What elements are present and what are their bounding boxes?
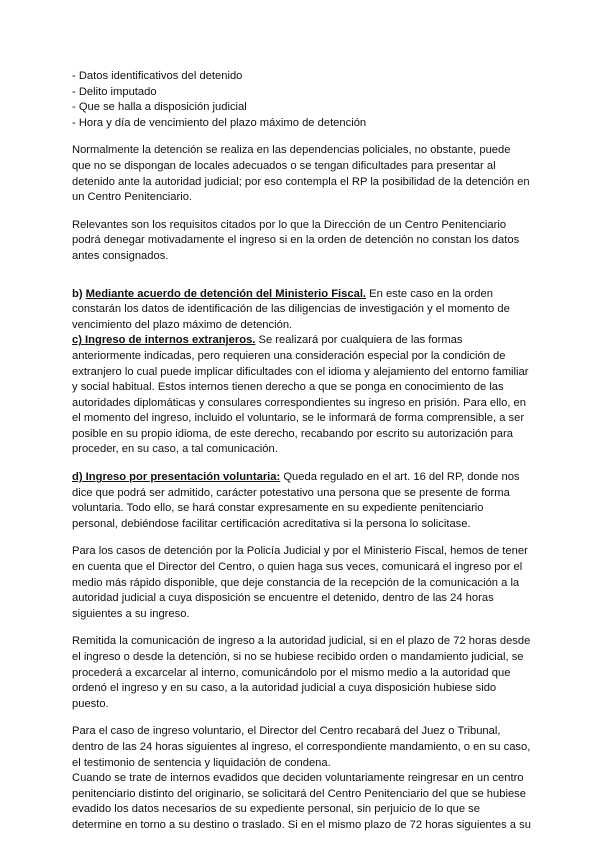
bullet-item: - Delito imputado [72, 85, 157, 98]
document-body [72, 69, 532, 846]
paragraph-evaded-inmates: Cuando se trate de internos evadidos que deciden voluntariamente reingresar en un centro penitenciario distinto del originario, se solicitará del Centro Penitenciario del que se hubiese evadido los datos necesarios de su expediente personal, sin perjuicio de lo que se determine en torno a su destino o traslado. Si en el mismo plazo de 72 horas siguientes a su [72, 772, 531, 831]
paragraph-detention-location: Normalmente la detención se realiza en las dependencias policiales, no obstante, puede que no se dispongan de locales adecuados o se tengan dificultades para presentar al detenido ante la autoridad judicial; por eso contempla el RP la posibilidad de la detención en un Centro Penitenciario. [72, 144, 530, 204]
section-c [72, 333, 532, 458]
bullet-item: - Datos identificativos del detenido [72, 70, 243, 82]
section-c-heading: c) Ingreso de internos extranjeros. [72, 334, 256, 347]
section-b-prefix: b) [72, 287, 86, 300]
bullet-item: - Hora y día de vencimiento del plazo máximo de detención [72, 116, 367, 129]
section-b-heading: Mediante acuerdo de detención del Ministerio Fiscal. [85, 287, 367, 300]
section-b-body: En este caso en la orden constarán los datos de identificación de las diligencias de investigación y el momento de vencimiento del plazo máximo de detención. [72, 287, 510, 331]
paragraph-requirements: Relevantes son los requisitos citados por lo que la Dirección de un Centro Penitenciario podrá denegar motivadamente el ingreso si en la orden de detención no constan los datos antes consignados. [72, 218, 520, 262]
section-d-body: Queda regulado en el art. 16 del RP, donde nos dice que podrá ser admitido, carácter potestativo una persona que se presente de forma voluntaria. Todo ello, se hará constar expresamente en su expediente penitenciario personal, debiéndose facilitar certificación acreditativa si la persona lo solicitase. [72, 471, 520, 530]
paragraph-voluntary: Para el caso de ingreso voluntario, el Director del Centro recabará del Juez o Tribunal, dentro de las 24 horas siguientes al ingreso, el correspondiente mandamiento, o en su caso, el testimonio de sentencia y liquidación de condena. [72, 725, 531, 769]
section-b [72, 287, 532, 334]
paragraph-police-detention: Para los casos de detención por la Policía Judicial y por el Ministerio Fiscal, hemos de tener en cuenta que el Director del Centro, o quien haga sus veces, comunicará el ingreso por el medio más rápido disponible, que deje constancia de la recepción de la comunicación a la autoridad judicial a cuya disposición se encuentre el detenido, dentro de las 24 horas siguientes a su ingreso. [72, 545, 528, 620]
section-d-heading: d) Ingreso por presentación voluntaria: [72, 471, 281, 484]
section-d [72, 470, 532, 532]
paragraph-72-hours: Remitida la comunicación de ingreso a la autoridad judicial, si en el plazo de 72 horas desde el ingreso o desde la detención, si no se hubiese recibido orden o mandamiento judicial, se procederá a excarcelar al interno, comunicándolo por el mismo medio a la autoridad que ordenó el ingreso y en su caso, a la autoridad judicial a cuya disposición hubiese sido puesto. [72, 635, 531, 710]
bullet-list [72, 69, 532, 131]
bullet-item: - Que se halla a disposición judicial [72, 101, 247, 114]
spacer [72, 277, 532, 287]
section-c-body: Se realizará por cualquiera de las formas anteriormente indicadas, pero requieren una consideración especial por la condición de extranjero lo cual puede implicar dificultades con el idioma y alejamiento del entorno familiar y social habitual. Estos internos tienen derecho a que se ponga en conocimiento de las autoridades diplomáticas y consulares correspondientes su ingreso en prisión. Para ello, en el momento del ingreso, incluido el voluntario, se le informará de forma comprensible, a ser posible en su propio idioma, de este derecho, recabando por escrito su autorización para proceder, en su caso, a tal comunicación. [72, 334, 529, 456]
